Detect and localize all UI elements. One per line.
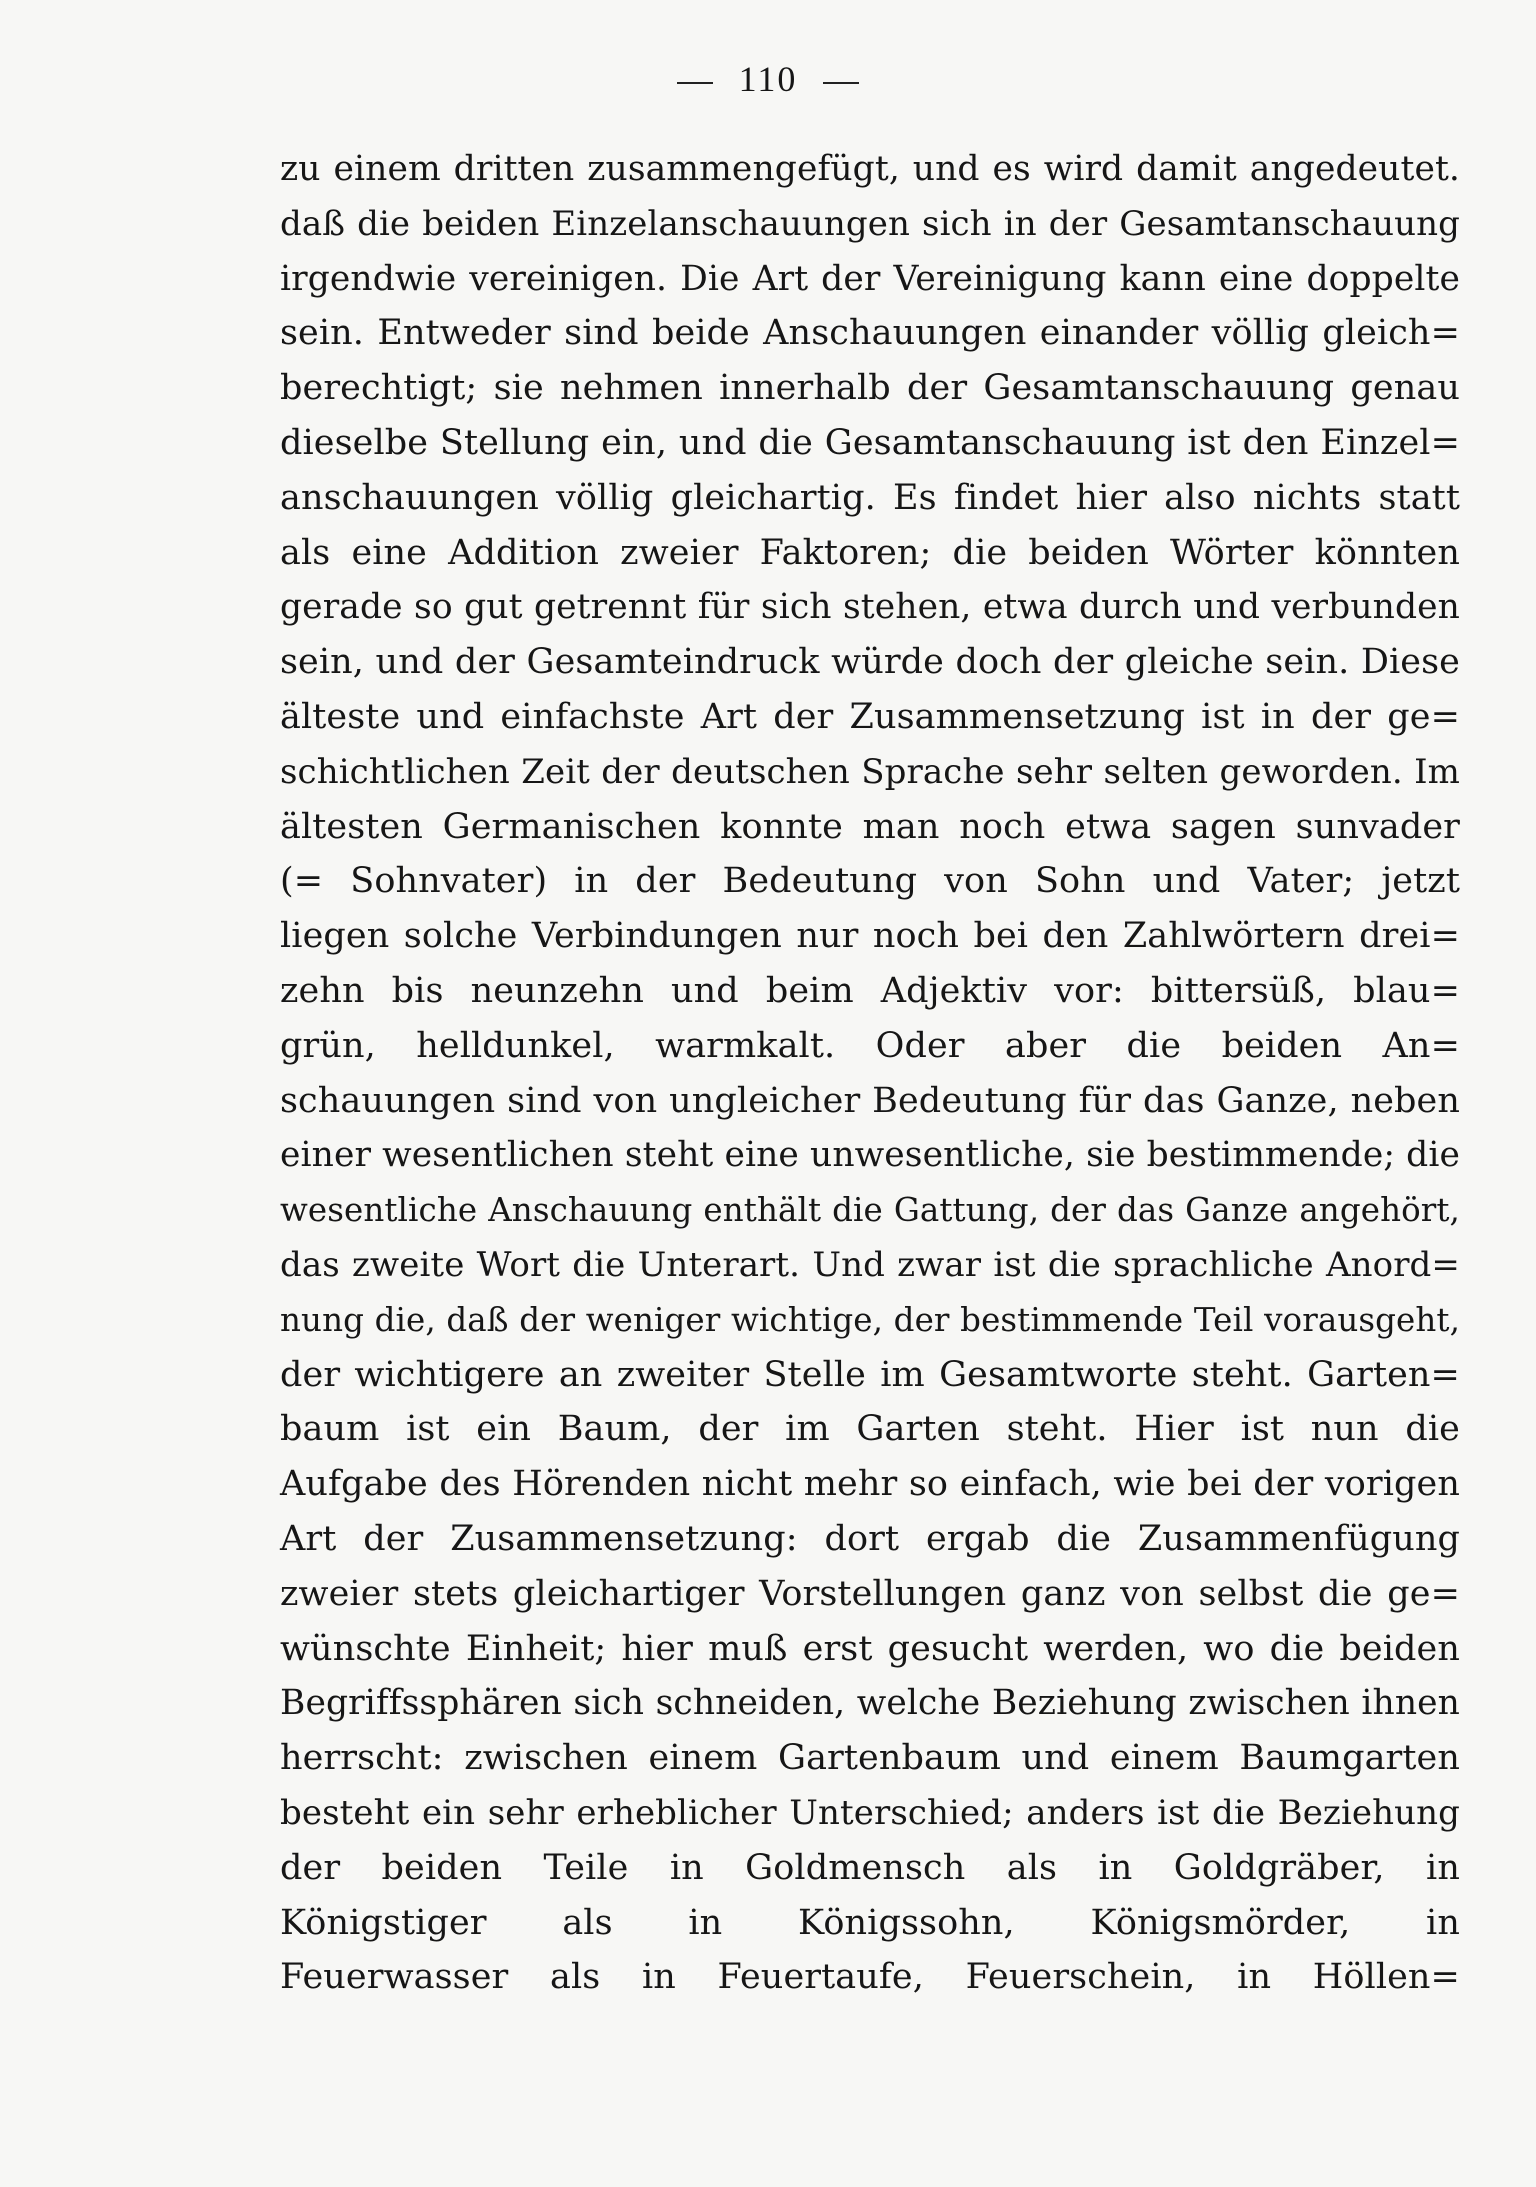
text-line: sein, und der Gesamteindruck würde doch der gleiche sein. Diese [280, 642, 1460, 683]
text-line: Begriffssphären sich schneiden, welche Beziehung zwischen ihnen [280, 1683, 1460, 1724]
text-line: Feuerwasser als in Feuertaufe, Feuerschein, in Höllen= [280, 1957, 1460, 1998]
left-dash [677, 82, 713, 84]
text-line: zu einem dritten zusammengefügt, und es wird damit angedeutet. [280, 149, 1460, 189]
text-line: daß die beiden Einzelanschauungen sich in der Gesamtanschauung [280, 203, 1460, 244]
text-line: gerade so gut getrennt für sich stehen, etwa durch und verbunden [280, 587, 1460, 628]
text-line: liegen solche Verbindungen nur noch bei den Zahlwörtern drei= [280, 916, 1460, 957]
text-line: wesentliche Anschauung enthält die Gattung, der das Ganze angehört, [280, 1191, 1460, 1230]
page-number-header [0, 58, 1536, 100]
text-line: Aufgabe des Hörenden nicht mehr so einfach, wie bei der vorigen [280, 1464, 1460, 1505]
text-line: der beiden Teile in Goldmensch als in Goldgräber, in [280, 1847, 1460, 1888]
body-text [280, 142, 1460, 2005]
text-line: älteste und einfachste Art der Zusammensetzung ist in der ge= [280, 696, 1460, 737]
text-line: einer wesentlichen steht eine unwesentliche, sie bestimmende; die [280, 1135, 1460, 1176]
text-line: berechtigt; sie nehmen innerhalb der Gesamtanschauung genau [280, 368, 1460, 409]
text-line: schichtlichen Zeit der deutschen Sprache sehr selten geworden. Im [280, 751, 1460, 792]
right-dash [823, 82, 859, 84]
text-line: zweier stets gleichartiger Vorstellungen ganz von selbst die ge= [280, 1573, 1460, 1614]
text-line: dieselbe Stellung ein, und die Gesamtanschauung ist den Einzel= [280, 422, 1460, 463]
text-line: schauungen sind von ungleicher Bedeutung für das Ganze, neben [280, 1080, 1460, 1121]
text-line: baum ist ein Baum, der im Garten steht. Hier ist nun die [280, 1409, 1460, 1450]
text-line: zehn bis neunzehn und beim Adjektiv vor: bittersüß, blau= [280, 970, 1460, 1011]
text-line: als eine Addition zweier Faktoren; die beiden Wörter könnten [280, 532, 1460, 573]
text-line: nung die, daß der weniger wichtige, der bestimmende Teil vorausgeht, [280, 1300, 1460, 1339]
page-number: 110 [738, 59, 798, 99]
text-line: Art der Zusammensetzung: dort ergab die Zusammenfügung [280, 1518, 1460, 1559]
text-line: (= Sohnvater) in der Bedeutung von Sohn und Vater; jetzt [280, 861, 1460, 902]
text-line: das zweite Wort die Unterart. Und zwar ist die sprachliche Anord= [280, 1244, 1460, 1285]
text-line: irgendwie vereinigen. Die Art der Vereinigung kann eine doppelte [280, 258, 1460, 299]
text-line: sein. Entweder sind beide Anschauungen einander völlig gleich= [280, 313, 1460, 354]
text-line: grün, helldunkel, warmkalt. Oder aber die beiden An= [280, 1025, 1460, 1066]
text-line: ältesten Germanischen konnte man noch etwa sagen sunvader [280, 806, 1460, 847]
text-line: wünschte Einheit; hier muß erst gesucht werden, wo die beiden [280, 1628, 1460, 1669]
text-line: anschauungen völlig gleichartig. Es findet hier also nichts statt [280, 477, 1460, 518]
text-line: herrscht: zwischen einem Gartenbaum und einem Baumgarten [280, 1738, 1460, 1779]
text-line: der wichtigere an zweiter Stelle im Gesamtworte steht. Garten= [280, 1354, 1460, 1395]
text-line: Königstiger als in Königssohn, Königsmörder, in [280, 1902, 1460, 1943]
text-line: besteht ein sehr erheblicher Unterschied; anders ist die Beziehung [280, 1792, 1460, 1833]
